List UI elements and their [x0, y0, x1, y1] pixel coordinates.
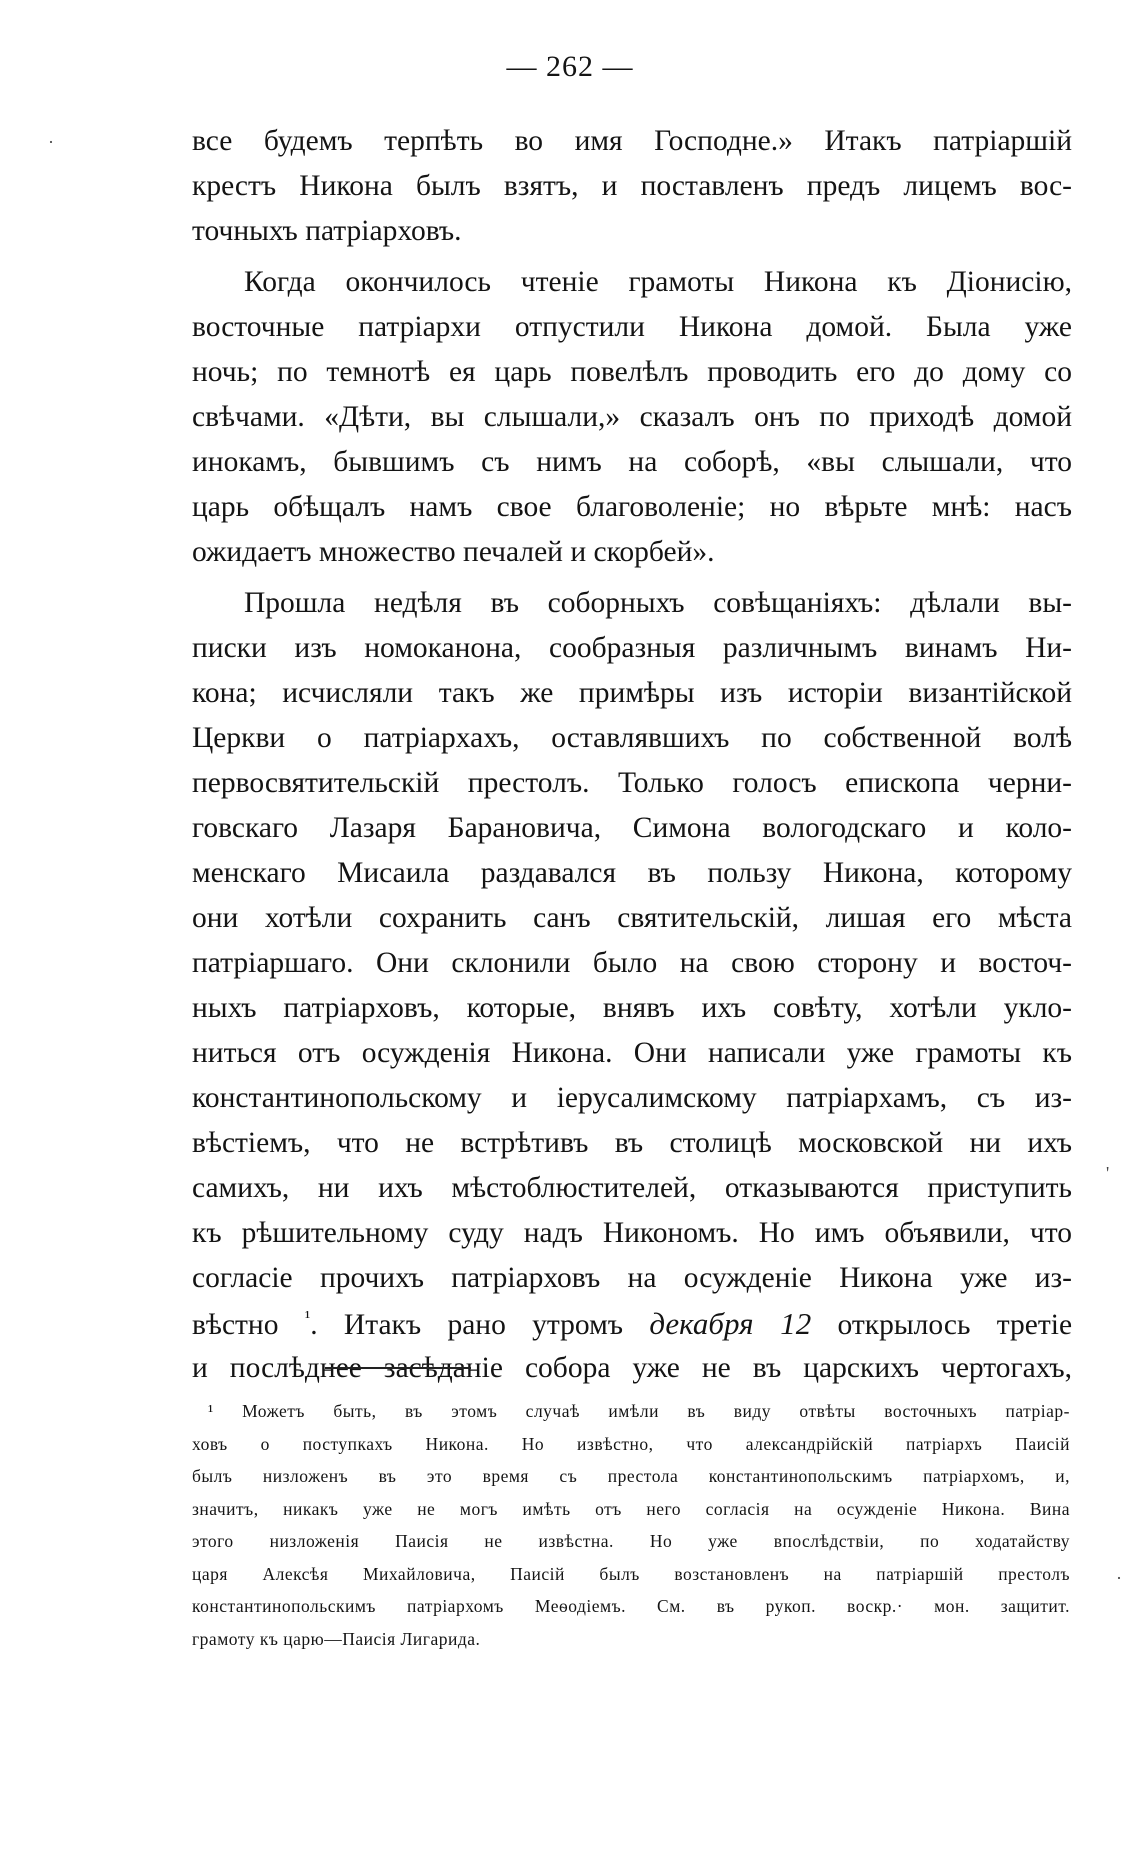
text-line: писки изъ номоканона, сообразныя различнымъ винамъ Ни-	[192, 632, 1072, 664]
date-emphasis: декабря 12	[649, 1306, 812, 1341]
text-line: согласіе прочихъ патріарховъ на осужденіе Никона уже из-	[192, 1262, 1072, 1294]
text-line: свѣчами. «Дѣти, вы слышали,» сказалъ онъ по приходѣ домой	[192, 401, 1072, 433]
footnote-separator	[325, 1367, 471, 1369]
text-line: говскаго Лазаря Барановича, Симона вологодскаго и коло-	[192, 812, 1072, 844]
footnote	[192, 1395, 1070, 1655]
text-line: менскаго Мисаила раздавался въ пользу Никона, которому	[192, 857, 1072, 889]
text-line: ныхъ патріарховъ, которые, внявъ ихъ совѣту, хотѣли укло-	[192, 992, 1072, 1024]
text-line: Когда окончилось чтеніе грамоты Никона къ Діонисію,	[244, 266, 1072, 298]
text-line: крестъ Никона былъ взятъ, и поставленъ предъ лицемъ вос-	[192, 170, 1072, 202]
text-line: вѣстіемъ, что не встрѣтивъ въ столицѣ московской ни ихъ	[192, 1127, 1072, 1159]
text-line: ниться отъ осужденія Никона. Они написали уже грамоты къ	[192, 1037, 1072, 1069]
page-number: — 262 —	[506, 50, 634, 83]
text-line: константинопольскому и іерусалимскому патріархамъ, съ из-	[192, 1082, 1072, 1114]
text-line: Прошла недѣля въ соборныхъ совѣщаніяхъ: дѣлали вы-	[244, 587, 1072, 619]
text-fragment: . Итакъ рано утромъ	[310, 1309, 624, 1341]
scan-speck: ·	[48, 132, 54, 152]
footnote-line: грамоту къ царю—Паисія Лигарида.	[192, 1628, 481, 1649]
text-line	[192, 1301, 1072, 1346]
footnote-line: константинопольскимъ патріархомъ Меѳодіемъ. См. въ рукоп. воскр.· мон. защитит.	[192, 1596, 1070, 1616]
text-line: царь обѣщалъ намъ свое благоволеніе; но вѣрьте мнѣ: насъ	[192, 491, 1072, 523]
footnote-line: ховъ о поступкахъ Никона. Но извѣстно, что александрійскій патріархъ Паисій	[192, 1433, 1070, 1454]
footnote-line: былъ низложенъ въ это время съ престола константинопольскимъ патріархомъ, и,	[192, 1466, 1070, 1486]
main-text	[192, 119, 1072, 1391]
text-line: и послѣднее засѣданіе собора уже не въ царскихъ чертогахъ,	[192, 1352, 1072, 1384]
scan-speck: '	[1106, 1163, 1110, 1183]
text-line: они хотѣли сохранить санъ святительскій, лишая его мѣста	[192, 902, 1072, 934]
text-line: первосвятительскій престолъ. Только голосъ епископа черни-	[192, 767, 1072, 799]
text-line: восточные патріархи отпустили Никона домой. Была уже	[192, 311, 1072, 343]
text-fragment: вѣстно	[192, 1309, 279, 1341]
text-line: инокамъ, бывшимъ съ нимъ на соборѣ, «вы слышали, что	[192, 446, 1072, 478]
text-line: точныхъ патріарховъ.	[192, 215, 462, 247]
text-line: все будемъ терпѣть во имя Господне.» Итакъ патріаршій	[192, 125, 1072, 157]
footnote-line: царя Алексѣя Михайловича, Паисій былъ возстановленъ на патріаршій престолъ	[192, 1563, 1070, 1584]
scan-speck: ·	[1116, 1568, 1122, 1588]
footnote-reference[interactable]: ¹	[304, 1307, 311, 1328]
text-fragment: открылось третіе	[837, 1309, 1073, 1341]
text-line: ожидаетъ множество печалей и скорбей».	[192, 536, 715, 568]
text-line: кона; исчисляли такъ же примѣры изъ исторіи византійской	[192, 677, 1072, 709]
footnote-line: этого низложенія Паисія не извѣстна. Но уже впослѣдствіи, по ходатайству	[192, 1531, 1070, 1551]
text-line: патріаршаго. Они склонили было на свою сторону и восточ-	[192, 947, 1072, 979]
footnote-line: значитъ, никакъ уже не могъ имѣть отъ него согласія на осужденіе Никона. Вина	[192, 1498, 1070, 1519]
text-line: Церкви о патріархахъ, оставлявшихъ по собственной волѣ	[192, 722, 1072, 754]
text-line: самихъ, ни ихъ мѣстоблюстителей, отказываются приступить	[192, 1172, 1072, 1204]
text-line: ночь; по темнотѣ ея царь повелѣлъ проводить его до дому со	[192, 356, 1072, 388]
footnote-line: ¹ Можетъ быть, въ этомъ случаѣ имѣли въ виду отвѣты восточныхъ патріар-	[208, 1401, 1070, 1421]
text-line: къ рѣшительному суду надъ Никономъ. Но имъ объявили, что	[192, 1217, 1072, 1249]
